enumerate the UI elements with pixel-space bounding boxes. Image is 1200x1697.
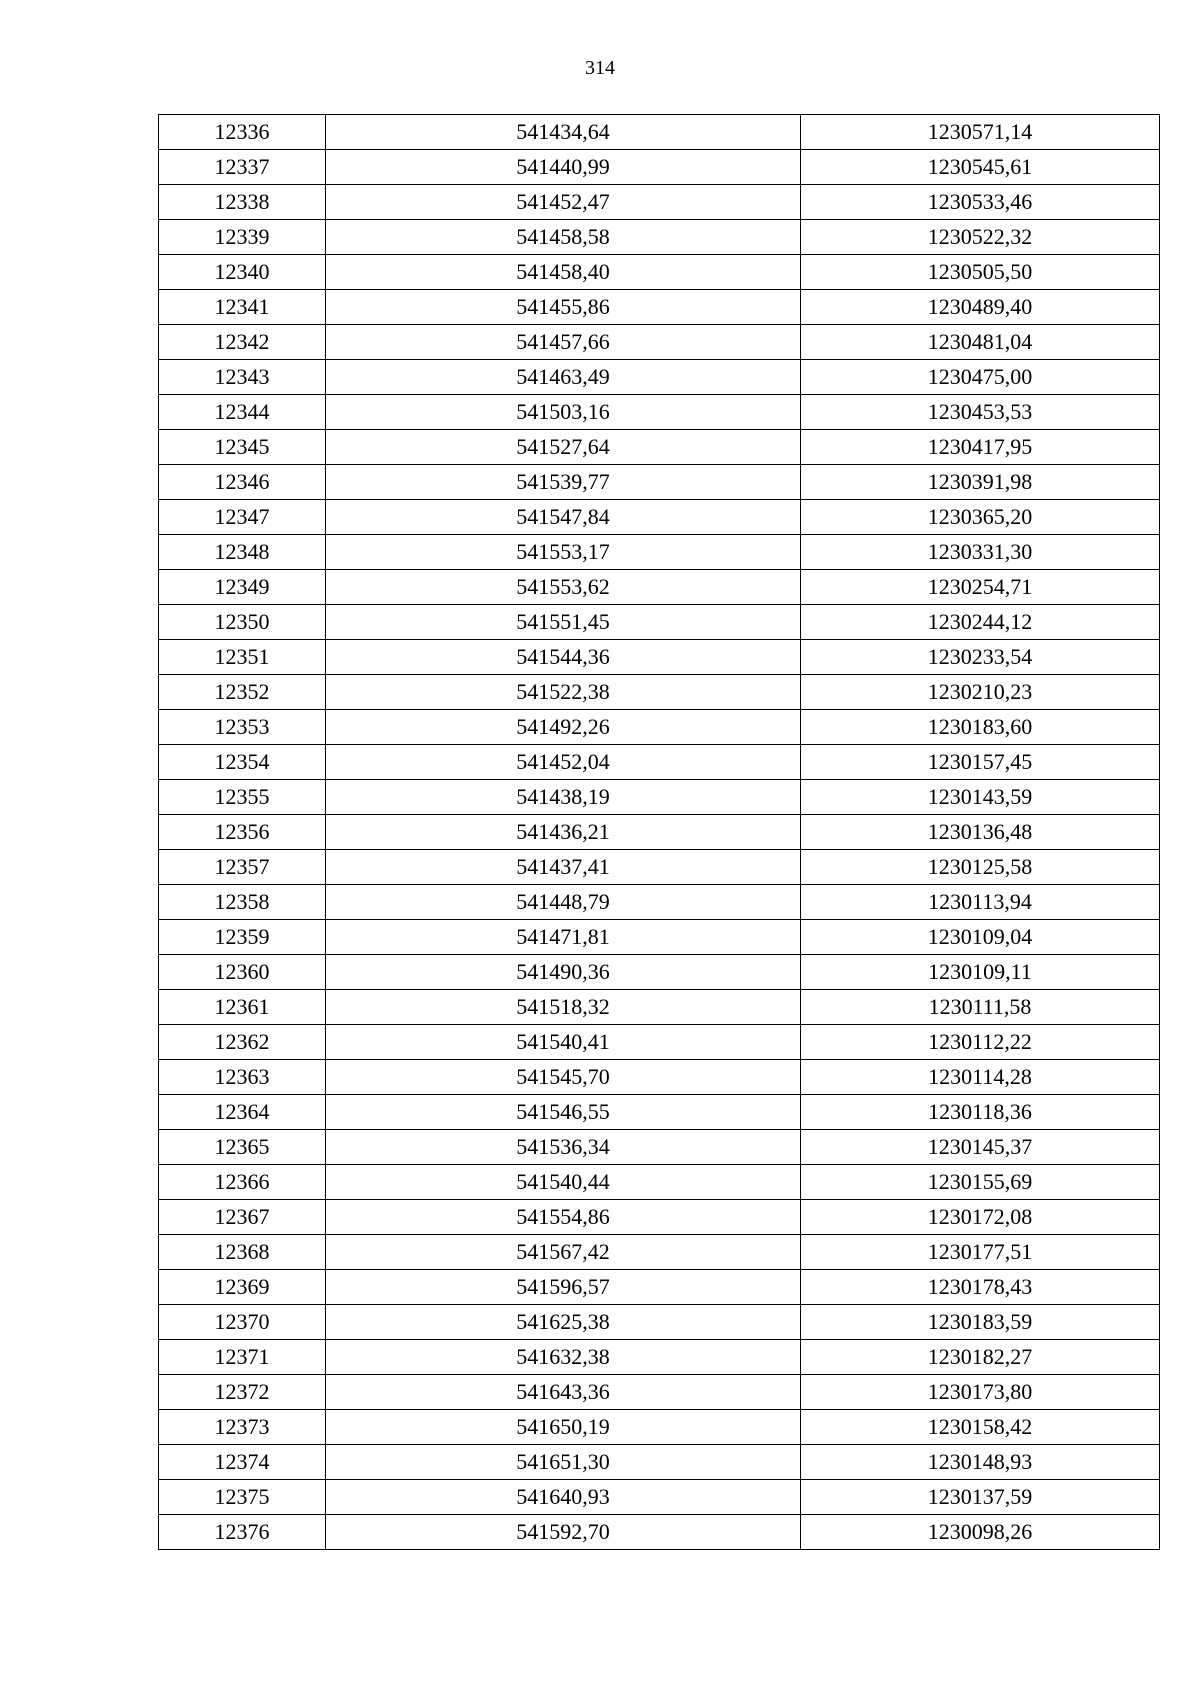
y-coordinate-cell: 1230522,32: [801, 220, 1160, 255]
y-coordinate-cell: 1230143,59: [801, 780, 1160, 815]
y-coordinate-cell: 1230183,59: [801, 1305, 1160, 1340]
x-coordinate-cell: 541438,19: [326, 780, 801, 815]
point-number-cell: 12356: [159, 815, 326, 850]
point-number-cell: 12373: [159, 1410, 326, 1445]
y-coordinate-cell: 1230178,43: [801, 1270, 1160, 1305]
y-coordinate-cell: 1230173,80: [801, 1375, 1160, 1410]
table-row: [159, 325, 1160, 360]
x-coordinate-cell: 541458,58: [326, 220, 801, 255]
x-coordinate-cell: 541553,62: [326, 570, 801, 605]
point-number-cell: 12375: [159, 1480, 326, 1515]
table-row: [159, 395, 1160, 430]
table-row: [159, 850, 1160, 885]
table-row: [159, 955, 1160, 990]
point-number-cell: 12352: [159, 675, 326, 710]
x-coordinate-cell: 541551,45: [326, 605, 801, 640]
y-coordinate-cell: 1230118,36: [801, 1095, 1160, 1130]
point-number-cell: 12337: [159, 150, 326, 185]
y-coordinate-cell: 1230244,12: [801, 605, 1160, 640]
point-number-cell: 12336: [159, 115, 326, 150]
x-coordinate-cell: 541503,16: [326, 395, 801, 430]
table-row: [159, 1165, 1160, 1200]
point-number-cell: 12348: [159, 535, 326, 570]
table-row: [159, 1060, 1160, 1095]
point-number-cell: 12339: [159, 220, 326, 255]
point-number-cell: 12376: [159, 1515, 326, 1550]
x-coordinate-cell: 541640,93: [326, 1480, 801, 1515]
y-coordinate-cell: 1230453,53: [801, 395, 1160, 430]
x-coordinate-cell: 541651,30: [326, 1445, 801, 1480]
table-row: [159, 920, 1160, 955]
x-coordinate-cell: 541545,70: [326, 1060, 801, 1095]
x-coordinate-cell: 541596,57: [326, 1270, 801, 1305]
table-row: [159, 710, 1160, 745]
table-row: [159, 1025, 1160, 1060]
x-coordinate-cell: 541440,99: [326, 150, 801, 185]
point-number-cell: 12364: [159, 1095, 326, 1130]
table-row: [159, 500, 1160, 535]
point-number-cell: 12355: [159, 780, 326, 815]
y-coordinate-cell: 1230137,59: [801, 1480, 1160, 1515]
table-row: [159, 115, 1160, 150]
table-row: [159, 220, 1160, 255]
y-coordinate-cell: 1230417,95: [801, 430, 1160, 465]
table-row: [159, 745, 1160, 780]
table-row: [159, 1130, 1160, 1165]
table-row: [159, 360, 1160, 395]
table-row: [159, 150, 1160, 185]
table-row: [159, 605, 1160, 640]
x-coordinate-cell: 541643,36: [326, 1375, 801, 1410]
table-row: [159, 675, 1160, 710]
point-number-cell: 12366: [159, 1165, 326, 1200]
y-coordinate-cell: 1230183,60: [801, 710, 1160, 745]
x-coordinate-cell: 541625,38: [326, 1305, 801, 1340]
x-coordinate-cell: 541455,86: [326, 290, 801, 325]
point-number-cell: 12343: [159, 360, 326, 395]
y-coordinate-cell: 1230571,14: [801, 115, 1160, 150]
x-coordinate-cell: 541539,77: [326, 465, 801, 500]
x-coordinate-cell: 541452,47: [326, 185, 801, 220]
x-coordinate-cell: 541632,38: [326, 1340, 801, 1375]
y-coordinate-cell: 1230109,04: [801, 920, 1160, 955]
table-row: [159, 465, 1160, 500]
table-row: [159, 535, 1160, 570]
x-coordinate-cell: 541518,32: [326, 990, 801, 1025]
x-coordinate-cell: 541437,41: [326, 850, 801, 885]
table-row: [159, 1375, 1160, 1410]
table-row: [159, 885, 1160, 920]
y-coordinate-cell: 1230112,22: [801, 1025, 1160, 1060]
point-number-cell: 12344: [159, 395, 326, 430]
x-coordinate-cell: 541457,66: [326, 325, 801, 360]
y-coordinate-cell: 1230210,23: [801, 675, 1160, 710]
y-coordinate-cell: 1230158,42: [801, 1410, 1160, 1445]
x-coordinate-cell: 541592,70: [326, 1515, 801, 1550]
x-coordinate-cell: 541650,19: [326, 1410, 801, 1445]
table-row: [159, 1095, 1160, 1130]
x-coordinate-cell: 541554,86: [326, 1200, 801, 1235]
point-number-cell: 12351: [159, 640, 326, 675]
point-number-cell: 12360: [159, 955, 326, 990]
y-coordinate-cell: 1230145,37: [801, 1130, 1160, 1165]
table-row: [159, 1480, 1160, 1515]
y-coordinate-cell: 1230254,71: [801, 570, 1160, 605]
x-coordinate-cell: 541434,64: [326, 115, 801, 150]
table-row: [159, 990, 1160, 1025]
y-coordinate-cell: 1230155,69: [801, 1165, 1160, 1200]
y-coordinate-cell: 1230114,28: [801, 1060, 1160, 1095]
y-coordinate-cell: 1230177,51: [801, 1235, 1160, 1270]
x-coordinate-cell: 541527,64: [326, 430, 801, 465]
point-number-cell: 12361: [159, 990, 326, 1025]
y-coordinate-cell: 1230157,45: [801, 745, 1160, 780]
x-coordinate-cell: 541490,36: [326, 955, 801, 990]
y-coordinate-cell: 1230489,40: [801, 290, 1160, 325]
coordinates-table-body: [159, 115, 1160, 1550]
x-coordinate-cell: 541522,38: [326, 675, 801, 710]
coordinates-table: [158, 114, 1160, 1550]
table-row: [159, 185, 1160, 220]
x-coordinate-cell: 541536,34: [326, 1130, 801, 1165]
y-coordinate-cell: 1230533,46: [801, 185, 1160, 220]
point-number-cell: 12359: [159, 920, 326, 955]
x-coordinate-cell: 541436,21: [326, 815, 801, 850]
y-coordinate-cell: 1230365,20: [801, 500, 1160, 535]
y-coordinate-cell: 1230391,98: [801, 465, 1160, 500]
x-coordinate-cell: 541547,84: [326, 500, 801, 535]
table-row: [159, 1270, 1160, 1305]
point-number-cell: 12346: [159, 465, 326, 500]
y-coordinate-cell: 1230475,00: [801, 360, 1160, 395]
y-coordinate-cell: 1230481,04: [801, 325, 1160, 360]
table-row: [159, 1305, 1160, 1340]
y-coordinate-cell: 1230182,27: [801, 1340, 1160, 1375]
x-coordinate-cell: 541544,36: [326, 640, 801, 675]
point-number-cell: 12349: [159, 570, 326, 605]
point-number-cell: 12350: [159, 605, 326, 640]
page-number: 314: [585, 57, 615, 79]
y-coordinate-cell: 1230148,93: [801, 1445, 1160, 1480]
table-row: [159, 815, 1160, 850]
table-row: [159, 1410, 1160, 1445]
x-coordinate-cell: 541540,44: [326, 1165, 801, 1200]
x-coordinate-cell: 541546,55: [326, 1095, 801, 1130]
point-number-cell: 12374: [159, 1445, 326, 1480]
x-coordinate-cell: 541492,26: [326, 710, 801, 745]
x-coordinate-cell: 541463,49: [326, 360, 801, 395]
table-row: [159, 570, 1160, 605]
point-number-cell: 12363: [159, 1060, 326, 1095]
table-row: [159, 290, 1160, 325]
point-number-cell: 12341: [159, 290, 326, 325]
point-number-cell: 12340: [159, 255, 326, 290]
point-number-cell: 12368: [159, 1235, 326, 1270]
table-row: [159, 430, 1160, 465]
x-coordinate-cell: 541553,17: [326, 535, 801, 570]
x-coordinate-cell: 541471,81: [326, 920, 801, 955]
table-row: [159, 255, 1160, 290]
x-coordinate-cell: 541448,79: [326, 885, 801, 920]
y-coordinate-cell: 1230545,61: [801, 150, 1160, 185]
y-coordinate-cell: 1230505,50: [801, 255, 1160, 290]
x-coordinate-cell: 541540,41: [326, 1025, 801, 1060]
point-number-cell: 12347: [159, 500, 326, 535]
x-coordinate-cell: 541452,04: [326, 745, 801, 780]
point-number-cell: 12342: [159, 325, 326, 360]
y-coordinate-cell: 1230125,58: [801, 850, 1160, 885]
table-row: [159, 1515, 1160, 1550]
y-coordinate-cell: 1230233,54: [801, 640, 1160, 675]
point-number-cell: 12370: [159, 1305, 326, 1340]
x-coordinate-cell: 541458,40: [326, 255, 801, 290]
point-number-cell: 12353: [159, 710, 326, 745]
table-row: [159, 1200, 1160, 1235]
table-row: [159, 640, 1160, 675]
y-coordinate-cell: 1230136,48: [801, 815, 1160, 850]
point-number-cell: 12358: [159, 885, 326, 920]
y-coordinate-cell: 1230331,30: [801, 535, 1160, 570]
point-number-cell: 12372: [159, 1375, 326, 1410]
table-row: [159, 1445, 1160, 1480]
point-number-cell: 12345: [159, 430, 326, 465]
point-number-cell: 12371: [159, 1340, 326, 1375]
y-coordinate-cell: 1230172,08: [801, 1200, 1160, 1235]
y-coordinate-cell: 1230109,11: [801, 955, 1160, 990]
point-number-cell: 12365: [159, 1130, 326, 1165]
point-number-cell: 12354: [159, 745, 326, 780]
y-coordinate-cell: 1230113,94: [801, 885, 1160, 920]
table-row: [159, 1340, 1160, 1375]
y-coordinate-cell: 1230111,58: [801, 990, 1160, 1025]
point-number-cell: 12369: [159, 1270, 326, 1305]
point-number-cell: 12362: [159, 1025, 326, 1060]
table-row: [159, 1235, 1160, 1270]
point-number-cell: 12338: [159, 185, 326, 220]
point-number-cell: 12367: [159, 1200, 326, 1235]
y-coordinate-cell: 1230098,26: [801, 1515, 1160, 1550]
point-number-cell: 12357: [159, 850, 326, 885]
x-coordinate-cell: 541567,42: [326, 1235, 801, 1270]
table-row: [159, 780, 1160, 815]
